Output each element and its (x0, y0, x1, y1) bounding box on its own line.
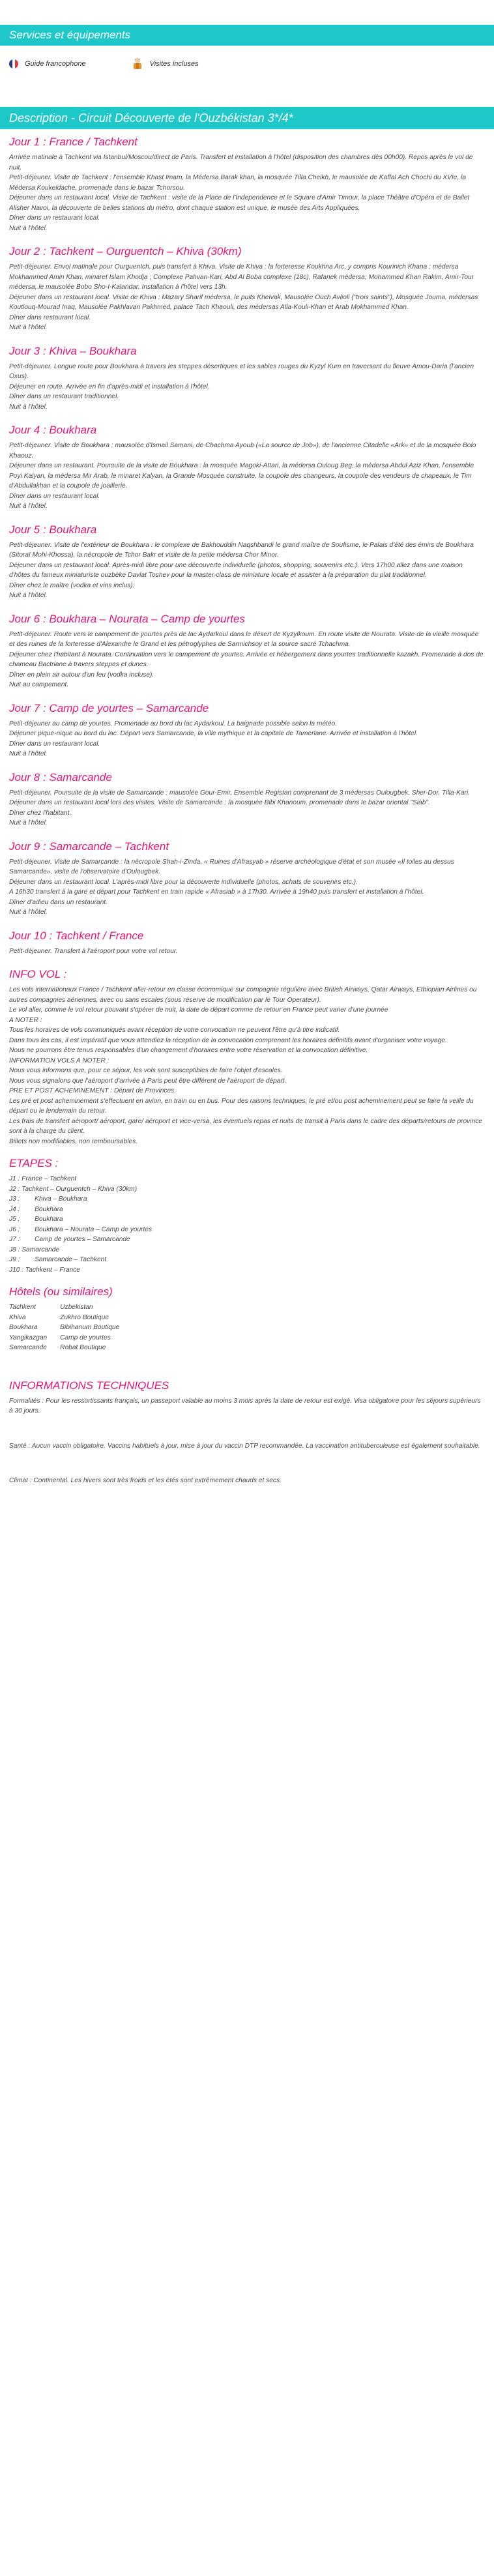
hotel-name: Camp de yourtes (60, 1334, 111, 1341)
etape-item: J9 : Samarcande – Tachkent (9, 1256, 107, 1263)
service-label-guide: Guide francophone (25, 60, 86, 68)
day-description: Petit-déjeuner. Visite de l'extérieur de Boukhara : le complexe de Bakhouddin Naqshbandi le grand maître de Soufisme, le Palais d'été des émirs de Boukhara (Sitoraï Mohi-Khossa), la nécropole de Tchor Bakr et visite de la petite médersa Chor Minor. Déjeuner dans un restaurant local. Après-midi libre pour une découverte individuelle (photos, shopping, souvenirs etc.). Vers 17h00 allez dans une maison d'hôtes du fameux miniaturiste ouzbèke Davlat Toshev pour la master-class de miniature locale et assister à la préparation du plat traditionnel. Dîner chez le maître (vodka et vins inclus). Nuit à l'hôtel. (9, 541, 474, 599)
day-description: Petit-déjeuner. Transfert à l'aéroport pour votre vol retour. (9, 947, 178, 955)
day-block (9, 771, 484, 828)
etapes-list (9, 1174, 484, 1275)
hotel-name: Robat Boutique (60, 1344, 106, 1351)
days-list (9, 136, 484, 956)
day-title: Jour 7 : Camp de yourtes – Samarcande (9, 701, 209, 714)
day-description: Petit-déjeuner. Visite de Boukhara : mausolée d'Ismail Samani, de Chachma Ayoub («La source de Job»), de l'ancienne Citadelle «Ark» et de la mosquée Bolo Khaouz. Déjeuner dans un restaurant. Poursuite de la visite de Boukhara : la mosquée Magoki-Attari, la médersa Ouloug Beg, la médersa Abdul Aziz Khan, l'ensemble Poyi Kalyan, la médersa Mir Arab, le minaret Kalyan, la Grande Mosquée construite, la coupole des changeurs, la coupole des vendeurs de chapeaux, le Tim d'Abdullakhan et la coupole de joaillerie. Dîner dans un restaurant local. Nuit à l'hôtel. (9, 442, 476, 510)
day-title: Jour 3 : Khiva – Boukhara (9, 344, 137, 357)
hotel-city: Khiva (9, 1313, 26, 1321)
day-title: Jour 5 : Boukhara (9, 523, 97, 536)
service-label-visits: Visites incluses (149, 60, 199, 68)
day-block (9, 136, 484, 233)
hotel-row (9, 1323, 132, 1333)
day-block (9, 613, 484, 690)
day-description: Petit-déjeuner. Visite de Samarcande : la nécropole Shah-i-Zinda, « Ruines d'Afrasyab » réserve archéologique d'état et son musée «Il toiles au dessus Samarcande», visite de l'observatoire d'Oulougbek. Déjeuner dans un restaurant local. L'après-midi libre pour la découverte individuelle (photos, achats de souvenirs etc.). A 16h30 transfert à la gare et départ pour Tachkent en train rapide « Afrasiab » à 17h30. Arrivée à 19h40 puis transfert et installation à l'hôtel. Dîner d'adieu dans un restaurant. Nuit à l'hôtel. (9, 858, 454, 916)
tourist-guide-icon (132, 57, 143, 70)
etape-item: J6 : Boukhara – Nourata – Camp de yourtes (9, 1225, 153, 1233)
hotel-city: Boukhara (9, 1324, 38, 1331)
day-description: Petit-déjeuner. Poursuite de la visite de Samarcande : mausolée Gour-Emir, Ensemble Registan comprenant de 3 médersas Oulougbek, Sher-Dor, Tilla-Kari. Déjeuner dans un restaurant local lors des visites. Visite de Samarcande : la mosquée Bibi Khanoum, promenade dans le bazar oriental "Siab". Dîner chez l'habitant. Nuit à l'hôtel. (9, 789, 470, 827)
itinerary-content (9, 136, 484, 1511)
day-title: Jour 2 : Tachkent – Ourguentch – Khiva (30km) (9, 245, 242, 257)
etape-item: J10 : Tachkent – France (9, 1266, 80, 1274)
hotel-city: Samarcande (9, 1344, 47, 1351)
hotel-city: Tachkent (9, 1304, 36, 1311)
description-header: Description - Circuit Découverte de l'Ouzbékistan 3*/4* (0, 107, 494, 129)
hotels-title: Hôtels (ou similaires) (9, 1285, 113, 1298)
info-vol-title: INFO VOL : (9, 968, 67, 980)
etape-item: J4 : Boukhara (9, 1205, 63, 1213)
etape-item: J2 : Tachkent – Ourguentch – Khiva (30km) (9, 1185, 138, 1193)
day-block (9, 523, 484, 601)
etape-item: J5 : Boukhara (9, 1216, 63, 1223)
day-description: Petit-déjeuner au camp de yourtes. Promenade au bord du lac Aydarkoul. La baignade possible selon la météo. Déjeuner pique-nique au bord du lac. Départ vers Samarcande, la ville mythique et la capitale de Tamerlane. Arrivée et installation à l'hôtel. Dîner dans un restaurant local. Nuit à l'hôtel. (9, 720, 418, 757)
hotel-row (9, 1333, 132, 1343)
day-block (9, 424, 484, 512)
hotel-city: Yangikazgan (9, 1334, 48, 1341)
technical-paragraph: Santé : Aucun vaccin obligatoire. Vaccins habituels à jour, mise à jour du vaccin DTP recommandée. La vaccination antituberculeuse est également souhaitable. (9, 1442, 480, 1450)
technical-paragraph: Formalités : Pour les ressortissants français, un passeport valable au moins 3 mois après la date de retour est exigé. Visa obligatoire pour les séjours supérieurs à 30 jours. (9, 1397, 481, 1414)
etape-item: J3 : Khiva – Boukhara (9, 1195, 87, 1203)
etape-item: J8 : Samarcande (9, 1246, 60, 1253)
day-title: Jour 10 : Tachkent / France (9, 929, 144, 942)
info-vol-text: Les vols internationaux France / Tachkent aller-retour en classe économique sur compagnie régulière avec British Airways, Qatar Airways, Ethiopian Airlines ou autres compagnies aériennes, avec ou sans escales (sous réserve de modification par le Tour Operateur). Le vol aller, comme le vol retour pouvant s'opérer de nuit, la date de départ comme de retour en France peut varier d'une journée A NOTER : Tous les horaires de vols communiqués avant réception de votre convocation ne peuvent l'être qu'à titre indicatif. Dans tous les cas, il est impératif que vous attendiez la réception de la convocation comprenant les horaires définitifs avant d'organiser votre voyage. Nous ne pourrons être tenus responsables d'un changement d'horaires entre votre réservation et la convocation définitive. INFORMATION VOLS A NOTER : Nous vous informons que, pour ce séjour, les vols sont susceptibles de faire l'objet d'escales. Nous vous signalons que l'aéroport d'arrivée à Paris peut être différent de l'aéroport de départ. PRE ET POST ACHEMINEMENT : Départ de Provinces. Les pré et post acheminement s'effectuent en avion, en train ou en bus. Pour des raisons techniques, le pré et/ou post acheminement peut se faire la veille du départ ou le lendemain du retour. Les frais de transfert aéroport/ aéroport, gare/ aéroport et vice-versa, les éventuels repas et nuits de transit à Paris dans le cadre des départs/retours de province sont à la charge du client. Billets non modifiables, non remboursables. (9, 986, 482, 1145)
hotel-name: Bibihanum Boutique (60, 1324, 120, 1331)
france-flag-icon (9, 59, 18, 68)
hotel-row (9, 1302, 132, 1313)
hotel-row (9, 1313, 132, 1323)
day-title: Jour 4 : Boukhara (9, 424, 97, 436)
etape-item: J7 : Camp de yourtes – Samarcande (9, 1236, 130, 1243)
day-block (9, 245, 484, 333)
day-block (9, 345, 484, 413)
day-block (9, 702, 484, 759)
day-block (9, 840, 484, 918)
day-title: Jour 1 : France / Tachkent (9, 136, 138, 148)
day-title: Jour 8 : Samarcande (9, 770, 112, 783)
day-block (9, 929, 484, 957)
services-header: Services et équipements (0, 25, 494, 46)
hotel-row (9, 1343, 132, 1353)
hotel-name: Zukhro Boutique (60, 1313, 109, 1321)
hotels-table (9, 1302, 132, 1353)
technical-info (9, 1396, 484, 1486)
hotel-name: Uzbekistan (60, 1304, 93, 1311)
technical-paragraph: Climat : Continental. Les hivers sont très froids et les étés sont extrêmement chauds et secs. (9, 1477, 282, 1484)
etape-item: J1 : France – Tachkent (9, 1175, 77, 1182)
day-description: Petit-déjeuner. Longue route pour Boukhara à travers les steppes désertiques et les sables rouges du Kyzyl Kum en traversant du fleuve Amou-Daria (l'ancien Oxus). Déjeuner en route. Arrivée en fin d'après-midi et installation à l'hôtel. Dîner dans un restaurant traditionnel. Nuit à l'hôtel. (9, 362, 474, 411)
day-description: Petit-déjeuner. Route vers le campement de yourtes près de lac Aydarkoul dans le désert de Kyzylkoum. En route visite de Nourata. Visite de la vieille mosquée et des ruines de la forteresse d'Alexandre le Grand et les pétroglyphes de Sarmichsoy et la source sacré Tchachma. Déjeuner chez l'habitant à Nourata. Continuation vers le campement de yourtes. Arrivée et hébergement dans yourtes traditionnelle kazakh. Promenade à dos de chameau Bactriane à travers steppes et dunes. Dîner en plein air autour d'un feu (vodka incluse). Nuit au campement. (9, 630, 484, 688)
etapes-title: ETAPES : (9, 1157, 59, 1169)
services-row (9, 55, 199, 73)
day-description: Arrivée matinale à Tachkent via Istanbul/Moscou/direct de Paris. Transfert et installation à l'hôtel (disposition des chambres dès 00h00). Repos après le vol de nuit. Petit-déjeuner. Visite de Tachkent : l'ensemble Khast Imam, la Médersa Barak khan, la mosquée Tilla Cheikh, le mausolée de Kaffal Ach Chochi du XVIe, la Médersa Koukeldache, promenade dans le bazar Tchorsou. Déjeuner dans un restaurant local. Visite de Tachkent : visite de la Place de l'Independence et le Square d'Amir Timour, la place Théâtre d'Opéra et de Ballet Alisher Navoi, la découverte de belles stations du métro, dont chaque station est unique, le musée des Arts Appliquées. Dîner dans un restaurant local. Nuit à l'hôtel. (9, 154, 473, 232)
day-title: Jour 9 : Samarcande – Tachkent (9, 840, 169, 853)
day-description: Petit-déjeuner. Envol matinale pour Ourguentch, puis transfert à Khiva. Visite de Khiva : la forteresse Koukhna Arc, y compris Kourinich Khana ; médersa Mokhammed Amin Khan, minaret Islam Khodja ; Complexe Pahvan-Kari, Abd Al Boba complexe (18c), Rafanek médersa; Mohammed Khan Rakim, Amir-Tour médersa, le mausolée Bobo Sho-I-Kalandar. Installation à l'hôtel vers 13h. Déjeuner dans un restaurant local. Visite de Khiva : Mazary Sharif médersa, le puits Kheivak, Mausolée Ouch Avlioli ("trois saints"), Mosquée Jouma, médersas Koutlouq-Mourad Inaq, Mausolée Pakhlavan Pakhmed, palace Tach Khaouli, des médersas Alla-Kouli-Khan et Arab Mokhammed Khan. Dîner dans restaurant local. Nuit à l'hôtel. (9, 263, 478, 331)
technical-title: INFORMATIONS TECHNIQUES (9, 1379, 169, 1392)
day-title: Jour 6 : Boukhara – Nourata – Camp de yourtes (9, 612, 245, 625)
